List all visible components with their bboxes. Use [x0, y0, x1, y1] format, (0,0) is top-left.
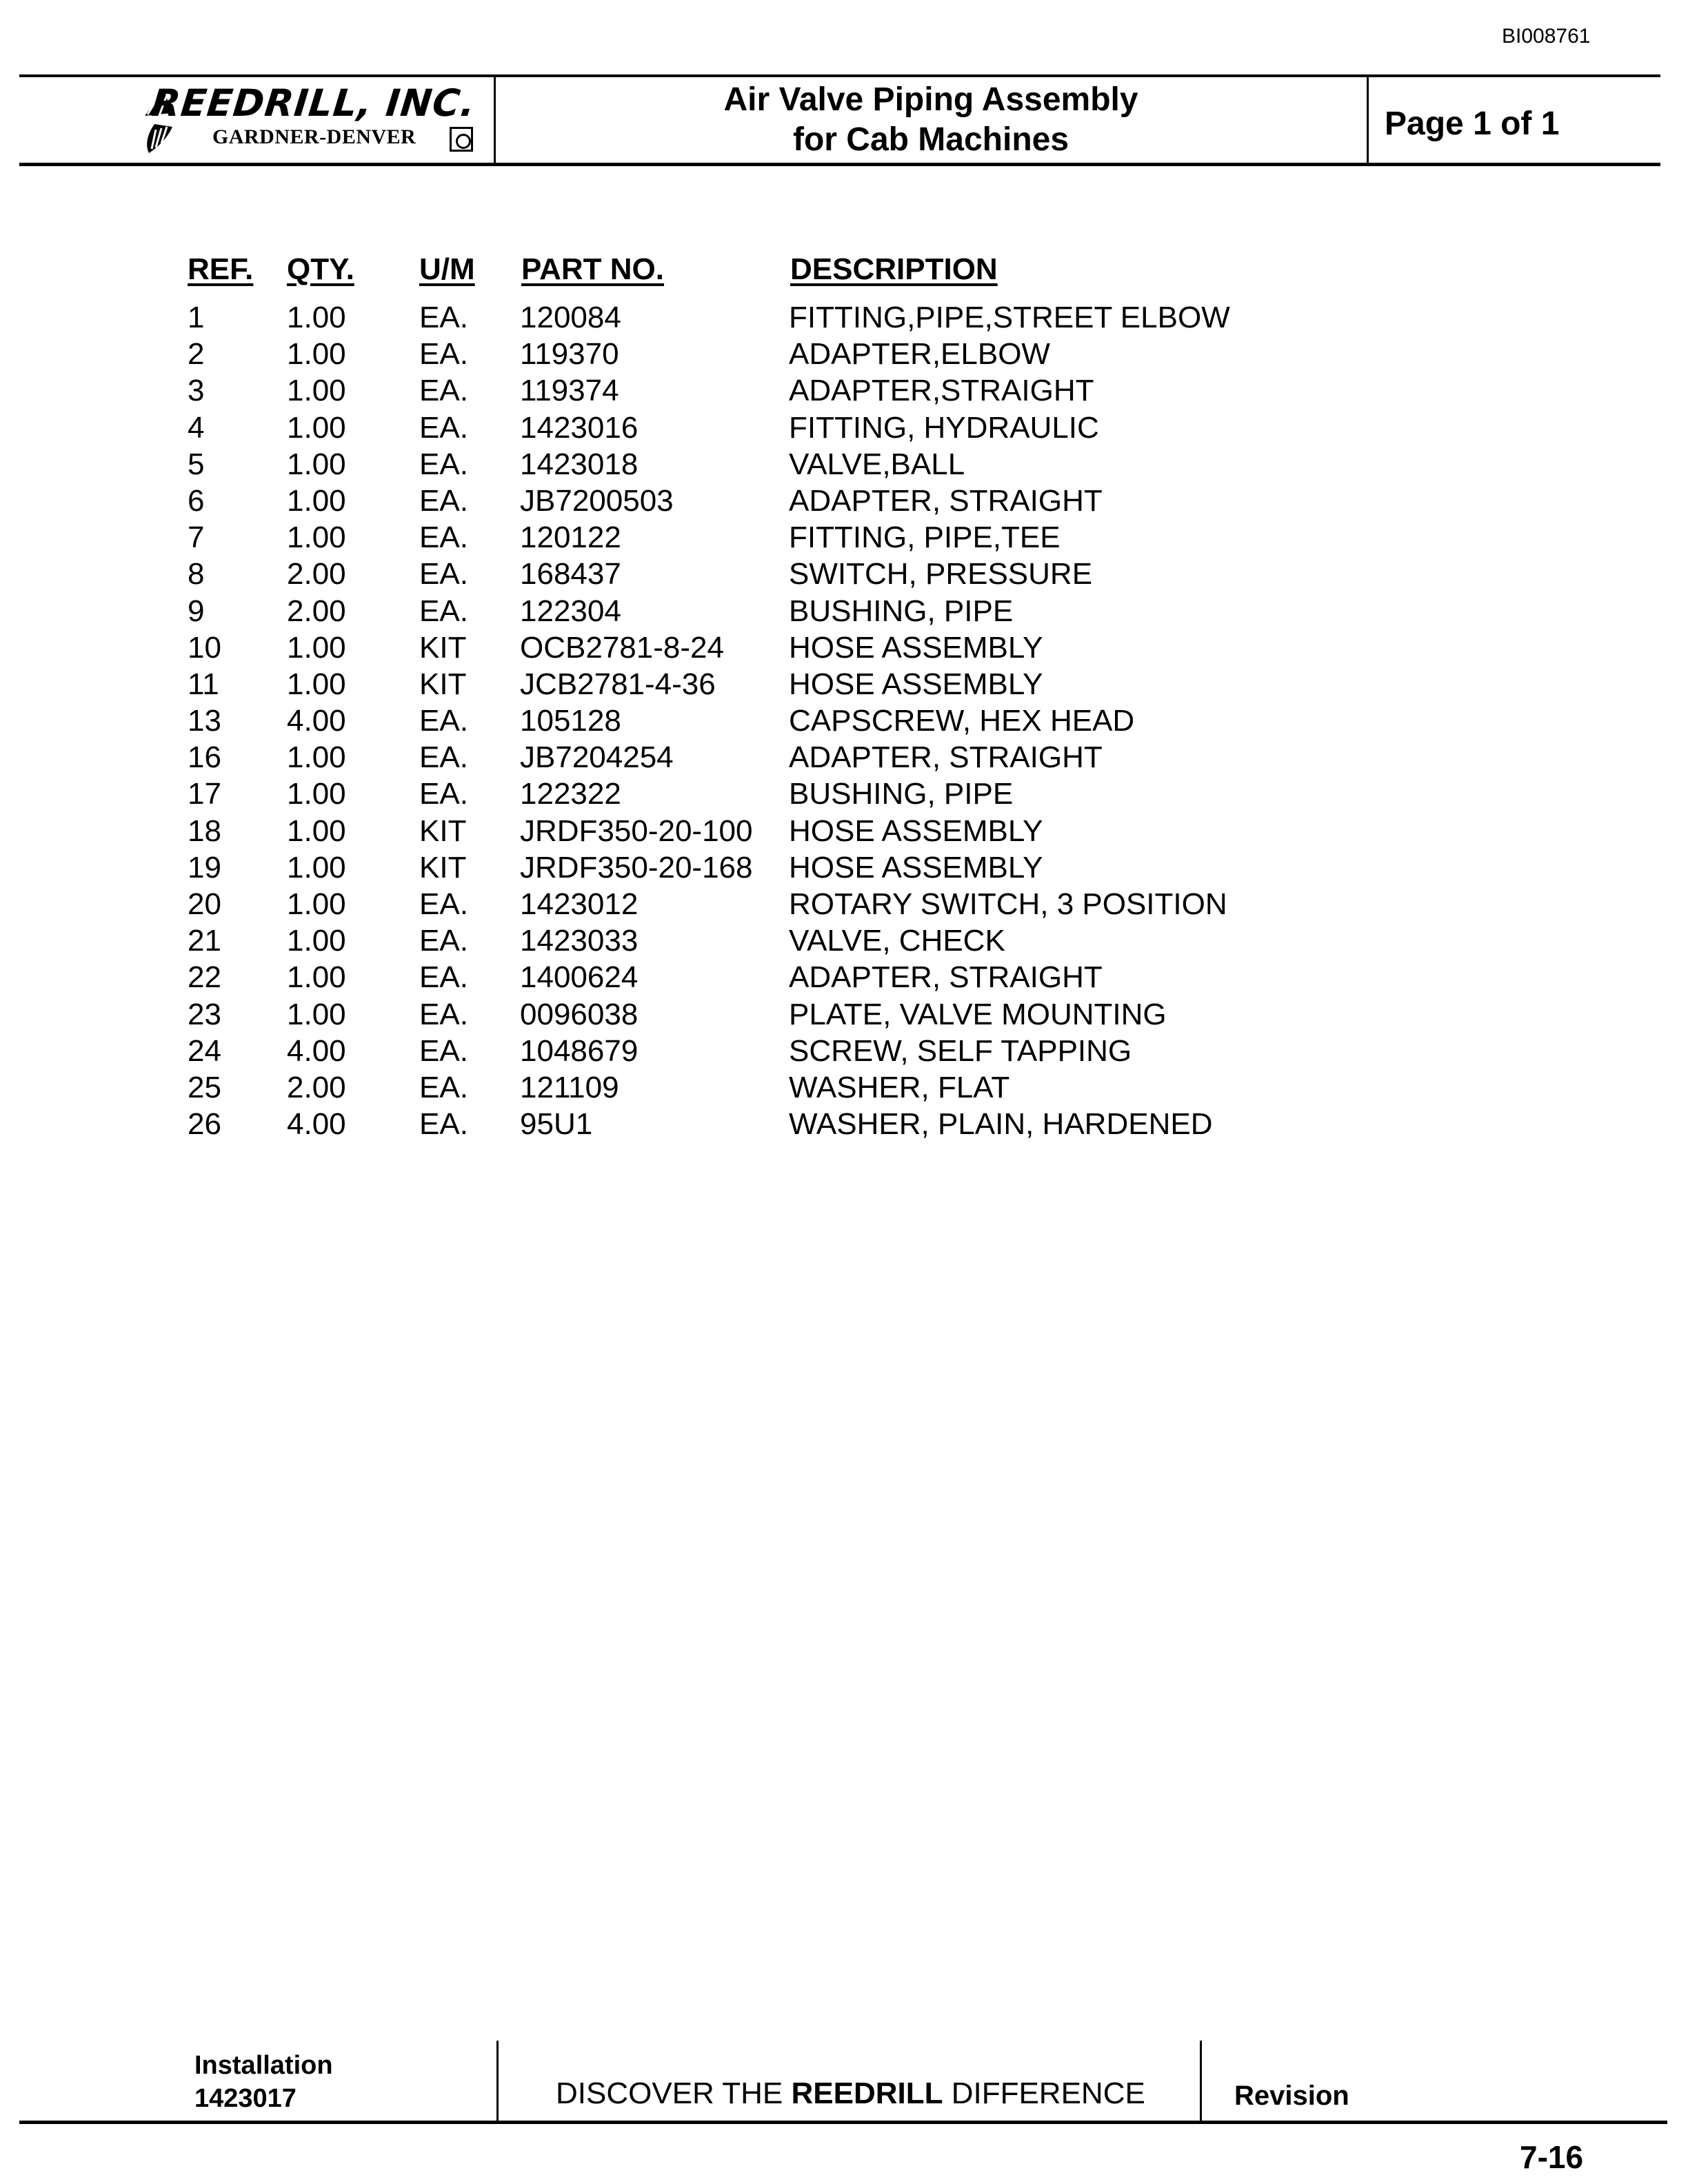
cell-um: EA. [419, 777, 468, 811]
table-row [0, 556, 1688, 592]
cell-qty: 4.00 [287, 1033, 346, 1068]
cell-um: KIT [419, 667, 467, 701]
cell-qty: 1.00 [287, 630, 346, 665]
table-row [0, 959, 1688, 995]
cell-description: SCREW, SELF TAPPING [789, 1033, 1132, 1068]
cell-um: EA. [419, 924, 468, 958]
table-row [0, 1069, 1688, 1106]
cell-description: BUSHING, PIPE [789, 594, 1014, 628]
cell-part-no: 168437 [520, 557, 621, 592]
cell-um: EA. [419, 410, 468, 445]
cell-ref: 24 [188, 1033, 221, 1068]
cell-qty: 1.00 [287, 447, 346, 481]
footer-slogan [556, 2076, 1145, 2111]
cell-qty: 2.00 [287, 1070, 346, 1104]
table-row [0, 446, 1688, 483]
table-row [0, 849, 1688, 886]
cell-part-no: 121109 [520, 1070, 619, 1104]
cell-ref: 25 [188, 1070, 221, 1104]
footer-divider-left [496, 2041, 499, 2121]
col-header-ref: REF. [188, 252, 254, 286]
cell-qty: 1.00 [287, 374, 346, 408]
cell-description: FITTING, PIPE,TEE [789, 520, 1061, 555]
cell-um: EA. [419, 447, 468, 481]
cell-part-no: 119374 [520, 374, 619, 408]
cell-um: EA. [419, 483, 468, 518]
cell-part-no: JCB2781-4-36 [520, 667, 716, 701]
company-logo [124, 81, 490, 159]
cell-description: WASHER, FLAT [789, 1070, 1010, 1104]
table-row [0, 629, 1688, 666]
table-row [0, 739, 1688, 776]
cell-ref: 16 [188, 740, 221, 775]
parts-list [0, 299, 1688, 1142]
cell-um: EA. [419, 887, 468, 921]
cell-description: ADAPTER, STRAIGHT [789, 960, 1103, 995]
page-title [496, 80, 1365, 160]
cell-qty: 1.00 [287, 520, 346, 555]
cell-ref: 9 [188, 594, 205, 628]
cell-um: EA. [419, 997, 468, 1031]
cell-description: ROTARY SWITCH, 3 POSITION [789, 887, 1227, 921]
table-row [0, 1106, 1688, 1142]
cell-part-no: 120122 [520, 520, 621, 555]
cell-um: EA. [419, 1070, 468, 1104]
cell-qty: 4.00 [287, 704, 346, 738]
cell-ref: 3 [188, 374, 205, 408]
cell-description: VALVE,BALL [789, 447, 965, 481]
cell-ref: 20 [188, 887, 221, 921]
cell-qty: 1.00 [287, 337, 346, 372]
table-row [0, 519, 1688, 556]
cell-qty: 1.00 [287, 667, 346, 701]
col-header-qty: QTY. [287, 252, 354, 286]
cell-part-no: 122322 [520, 777, 621, 811]
table-row [0, 813, 1688, 849]
cell-description: HOSE ASSEMBLY [789, 630, 1043, 665]
cell-qty: 1.00 [287, 997, 346, 1031]
cell-qty: 1.00 [287, 887, 346, 921]
footer-divider-right [1200, 2041, 1202, 2121]
footer-rule [19, 2121, 1667, 2124]
cell-description: ADAPTER, STRAIGHT [789, 740, 1103, 775]
cell-qty: 1.00 [287, 301, 346, 334]
col-header-description: DESCRIPTION [790, 252, 998, 286]
slogan-post: DIFFERENCE [943, 2076, 1145, 2110]
document-id: BI008761 [1502, 25, 1591, 48]
header-bottom-rule [19, 163, 1660, 166]
cell-part-no: 122304 [520, 594, 621, 628]
cell-description: BUSHING, PIPE [789, 777, 1014, 811]
cell-ref: 7 [188, 520, 205, 555]
cell-um: EA. [419, 374, 468, 408]
cell-ref: 1 [188, 301, 205, 334]
table-row [0, 299, 1688, 336]
cell-qty: 1.00 [287, 960, 346, 995]
cell-part-no: 120084 [520, 301, 621, 334]
col-header-part-no: PART NO. [521, 252, 664, 286]
cell-qty: 1.00 [287, 483, 346, 518]
cell-ref: 5 [188, 447, 205, 481]
cell-part-no: 95U1 [520, 1107, 593, 1142]
table-row [0, 886, 1688, 922]
cell-part-no: JRDF350-20-168 [520, 850, 753, 884]
cell-part-no: 1423033 [520, 924, 639, 958]
gardner-denver-badge-icon [450, 127, 473, 152]
page-reference: 7-16 [1520, 2139, 1584, 2175]
table-row [0, 666, 1688, 702]
cell-part-no: 1423012 [520, 887, 639, 921]
cell-um: EA. [419, 557, 468, 592]
cell-part-no: JRDF350-20-100 [520, 813, 753, 848]
col-header-um: U/M [419, 252, 475, 286]
cell-ref: 22 [188, 960, 221, 995]
cell-part-no: JB7200503 [520, 483, 674, 518]
cell-ref: 23 [188, 997, 221, 1031]
table-row [0, 996, 1688, 1033]
cell-part-no: OCB2781-8-24 [520, 630, 724, 665]
cell-qty: 2.00 [287, 557, 346, 592]
cell-ref: 10 [188, 630, 221, 665]
cell-part-no: 119370 [520, 337, 619, 372]
cell-um: EA. [419, 740, 468, 775]
cell-um: EA. [419, 594, 468, 628]
table-row [0, 336, 1688, 372]
cell-um: KIT [419, 630, 467, 665]
cell-qty: 1.00 [287, 850, 346, 884]
cell-qty: 1.00 [287, 924, 346, 958]
cell-ref: 19 [188, 850, 221, 884]
header-divider-left [494, 77, 496, 163]
page-number: Page 1 of 1 [1385, 105, 1560, 142]
slogan-brand: REEDRILL [791, 2076, 943, 2110]
table-row [0, 702, 1688, 739]
cell-um: KIT [419, 813, 467, 848]
installation-number: 1423017 [194, 2084, 297, 2113]
cell-um: KIT [419, 850, 467, 884]
cell-ref: 17 [188, 777, 221, 811]
table-row [0, 1033, 1688, 1069]
table-row [0, 922, 1688, 959]
cell-qty: 1.00 [287, 740, 346, 775]
cell-ref: 6 [188, 483, 205, 518]
cell-description: FITTING, HYDRAULIC [789, 410, 1099, 445]
cell-description: HOSE ASSEMBLY [789, 813, 1043, 848]
cell-description: CAPSCREW, HEX HEAD [789, 704, 1135, 738]
cell-description: ADAPTER,STRAIGHT [789, 374, 1094, 408]
cell-part-no: JB7204254 [520, 740, 674, 775]
table-row [0, 483, 1688, 519]
header-top-rule [19, 74, 1660, 77]
cell-um: EA. [419, 520, 468, 555]
cell-ref: 26 [188, 1107, 221, 1142]
cell-ref: 18 [188, 813, 221, 848]
cell-ref: 21 [188, 924, 221, 958]
cell-part-no: 1423016 [520, 410, 639, 445]
table-row [0, 410, 1688, 446]
cell-um: EA. [419, 1033, 468, 1068]
cell-ref: 13 [188, 704, 221, 738]
table-row [0, 372, 1688, 409]
cell-um: EA. [419, 704, 468, 738]
cell-part-no: 105128 [520, 704, 621, 738]
cell-description: VALVE, CHECK [789, 924, 1005, 958]
cell-ref: 11 [188, 667, 219, 701]
cell-ref: 8 [188, 557, 205, 592]
title-line-2: for Cab Machines [792, 121, 1069, 158]
cell-um: EA. [419, 301, 468, 334]
cell-qty: 1.00 [287, 410, 346, 445]
cell-ref: 4 [188, 410, 205, 445]
cell-part-no: 1048679 [520, 1033, 639, 1068]
cell-description: ADAPTER, STRAIGHT [789, 483, 1103, 518]
cell-description: FITTING,PIPE,STREET ELBOW [789, 301, 1230, 334]
installation-block [194, 2049, 333, 2115]
cell-qty: 1.00 [287, 813, 346, 848]
revision-label: Revision [1234, 2081, 1349, 2111]
cell-description: HOSE ASSEMBLY [789, 850, 1043, 884]
header-divider-right [1367, 77, 1369, 163]
cell-part-no: 1400624 [520, 960, 639, 995]
cell-qty: 4.00 [287, 1107, 346, 1142]
table-row [0, 593, 1688, 629]
cell-description: WASHER, PLAIN, HARDENED [789, 1107, 1213, 1142]
cell-part-no: 0096038 [520, 997, 639, 1031]
cell-part-no: 1423018 [520, 447, 639, 481]
cell-description: HOSE ASSEMBLY [789, 667, 1043, 701]
installation-label: Installation [194, 2051, 333, 2080]
cell-description: PLATE, VALVE MOUNTING [789, 997, 1167, 1031]
cell-qty: 1.00 [287, 777, 346, 811]
cell-qty: 2.00 [287, 594, 346, 628]
logo-wordmark: REEDRILL, INC. [149, 81, 478, 125]
cell-um: EA. [419, 960, 468, 995]
cell-um: EA. [419, 337, 468, 372]
cell-um: EA. [419, 1107, 468, 1142]
cell-ref: 2 [188, 337, 205, 372]
title-line-1: Air Valve Piping Assembly [723, 81, 1138, 118]
logo-subtitle: GARDNER-DENVER [212, 125, 416, 148]
cell-description: SWITCH, PRESSURE [789, 557, 1093, 592]
slogan-pre: DISCOVER THE [556, 2076, 792, 2110]
table-row [0, 776, 1688, 812]
cell-description: ADAPTER,ELBOW [789, 337, 1050, 372]
